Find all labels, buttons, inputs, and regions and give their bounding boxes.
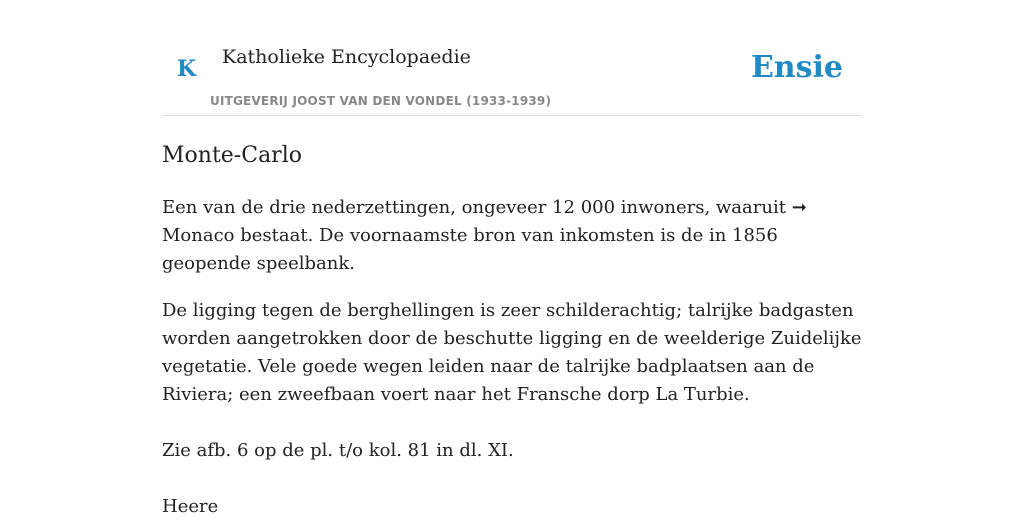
ensie-logo[interactable]: Ensie — [750, 50, 843, 85]
cross-reference-link-monaco[interactable]: ➞ Monaco — [162, 197, 807, 246]
header — [162, 0, 862, 116]
illustration-reference: Zie afb. 6 op de pl. t/o kol. 81 in dl. XI. — [162, 440, 514, 461]
source-title[interactable]: Katholieke Encyclopaedie — [222, 46, 471, 68]
article-paragraph-2: De ligging tegen de berghellingen is zeer schilderachtig; talrijke badgasten worden aangetrokken door de beschutte ligging en de weelderige Zuidelijke vegetatie. Vele goede wegen leiden naar de talrijke badplaatsen aan de Riviera; een zweefbaan voert naar het Fransche dorp La Turbie. — [162, 300, 862, 405]
encyclopedia-logo[interactable]: K — [177, 56, 197, 82]
article-author: Heere — [162, 496, 219, 517]
article-paragraph-1 — [162, 194, 862, 278]
page — [162, 0, 862, 521]
article-title: Monte-Carlo — [162, 143, 302, 168]
publisher-label: UITGEVERIJ JOOST VAN DEN VONDEL (1933-1939) — [210, 94, 552, 108]
paragraph-text: Een van de drie nederzettingen, ongeveer 12 000 inwoners, waaruit — [162, 197, 792, 218]
paragraph-text: bestaat. De voornaamste bron van inkomsten is de in 1856 geopende speelbank. — [162, 225, 778, 274]
